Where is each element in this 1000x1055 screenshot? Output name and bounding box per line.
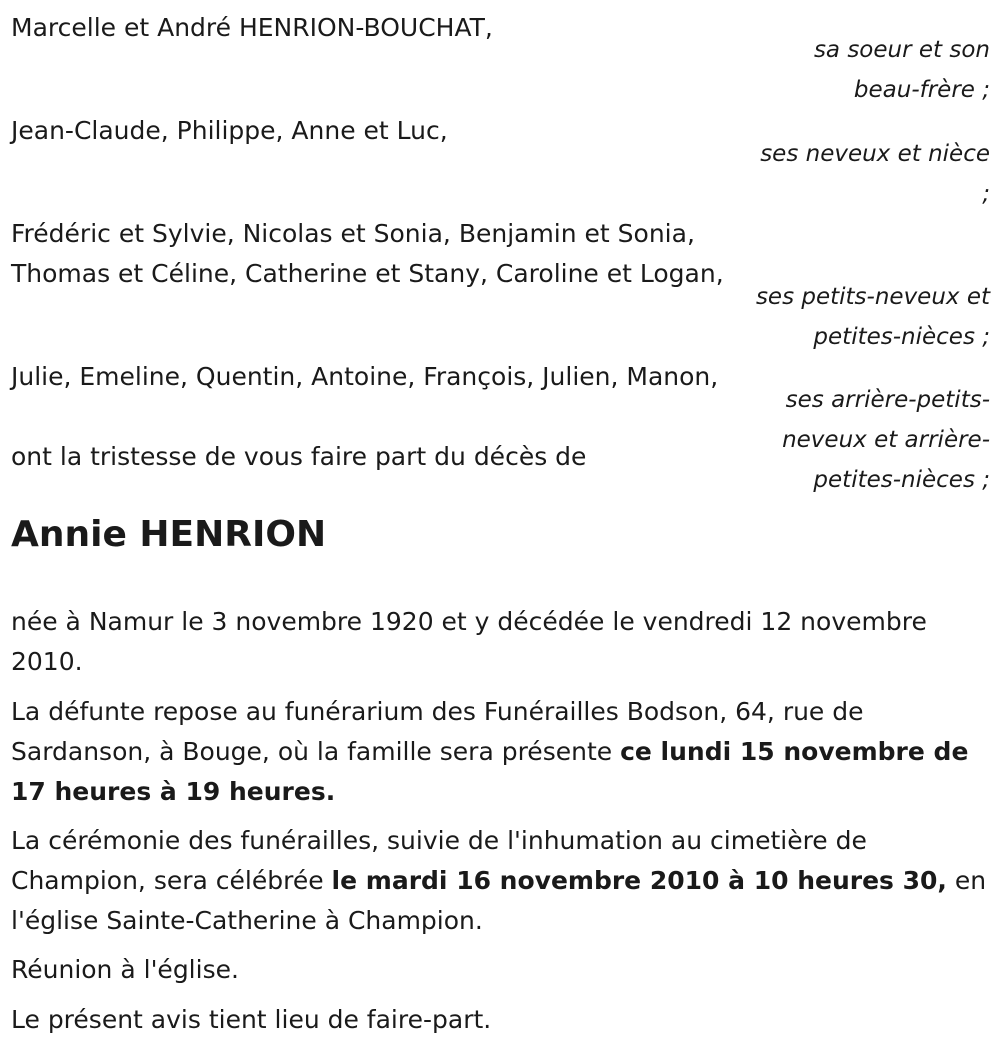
- ceremony-text-before: La cérémonie des funérailles, suivie de l'inhumation au cimetière de Champion, sera célébrée: [11, 826, 867, 895]
- family-names-sister: Marcelle et André HENRION-BOUCHAT,: [11, 13, 493, 42]
- relation-sister-line2: beau-frère ;: [853, 77, 990, 103]
- family-names-greatgrandnephews: Julie, Emeline, Quentin, Antoine, François, Julien, Manon,: [11, 362, 719, 391]
- family-names-grandnephews-line1: Frédéric et Sylvie, Nicolas et Sonia, Benjamin et Sonia,: [11, 219, 695, 248]
- relation-sister-line1: sa soeur et son: [813, 37, 990, 63]
- family-names-grandnephews-line2: Thomas et Céline, Catherine et Stany, Caroline et Logan,: [11, 259, 724, 288]
- relation-greatgrandnephews-line2: neveux et arrière-: [782, 427, 990, 453]
- ceremony-paragraph: [11, 821, 991, 941]
- closing-paragraph: Le présent avis tient lieu de faire-part.: [11, 1005, 492, 1034]
- viewing-paragraph: [11, 692, 991, 812]
- relation-greatgrandnephews-line3: petites-nièces ;: [813, 467, 990, 493]
- relation-grandnephews-line2: petites-nièces ;: [813, 324, 990, 350]
- ceremony-emphasis: le mardi 16 novembre 2010 à 10 heures 30,: [331, 866, 947, 895]
- relation-nephews-line1: ses neveux et nièce: [760, 141, 990, 167]
- family-names-nephews: Jean-Claude, Philippe, Anne et Luc,: [11, 116, 448, 145]
- viewing-text: La défunte repose au funérarium des Funérailles Bodson, 64, rue de Sardanson, à Bouge, où la famille sera présente: [11, 697, 864, 766]
- viewing-emphasis: ce lundi 15 novembre de 17 heures à 19 heures.: [11, 737, 969, 806]
- relation-grandnephews-line1: ses petits-neveux et: [755, 284, 990, 310]
- birth-death-paragraph: née à Namur le 3 novembre 1920 et y décédée le vendredi 12 novembre 2010.: [11, 607, 927, 676]
- relation-greatgrandnephews-line1: ses arrière-petits-: [785, 387, 990, 413]
- ceremony-text-after: en l'église Sainte-Catherine à Champion.: [11, 866, 987, 935]
- deceased-name: Annie HENRION: [11, 514, 327, 555]
- reunion-paragraph: Réunion à l'église.: [11, 955, 239, 984]
- relation-nephews-line2: ;: [982, 181, 990, 207]
- announcement-text: ont la tristesse de vous faire part du décès de: [11, 442, 587, 471]
